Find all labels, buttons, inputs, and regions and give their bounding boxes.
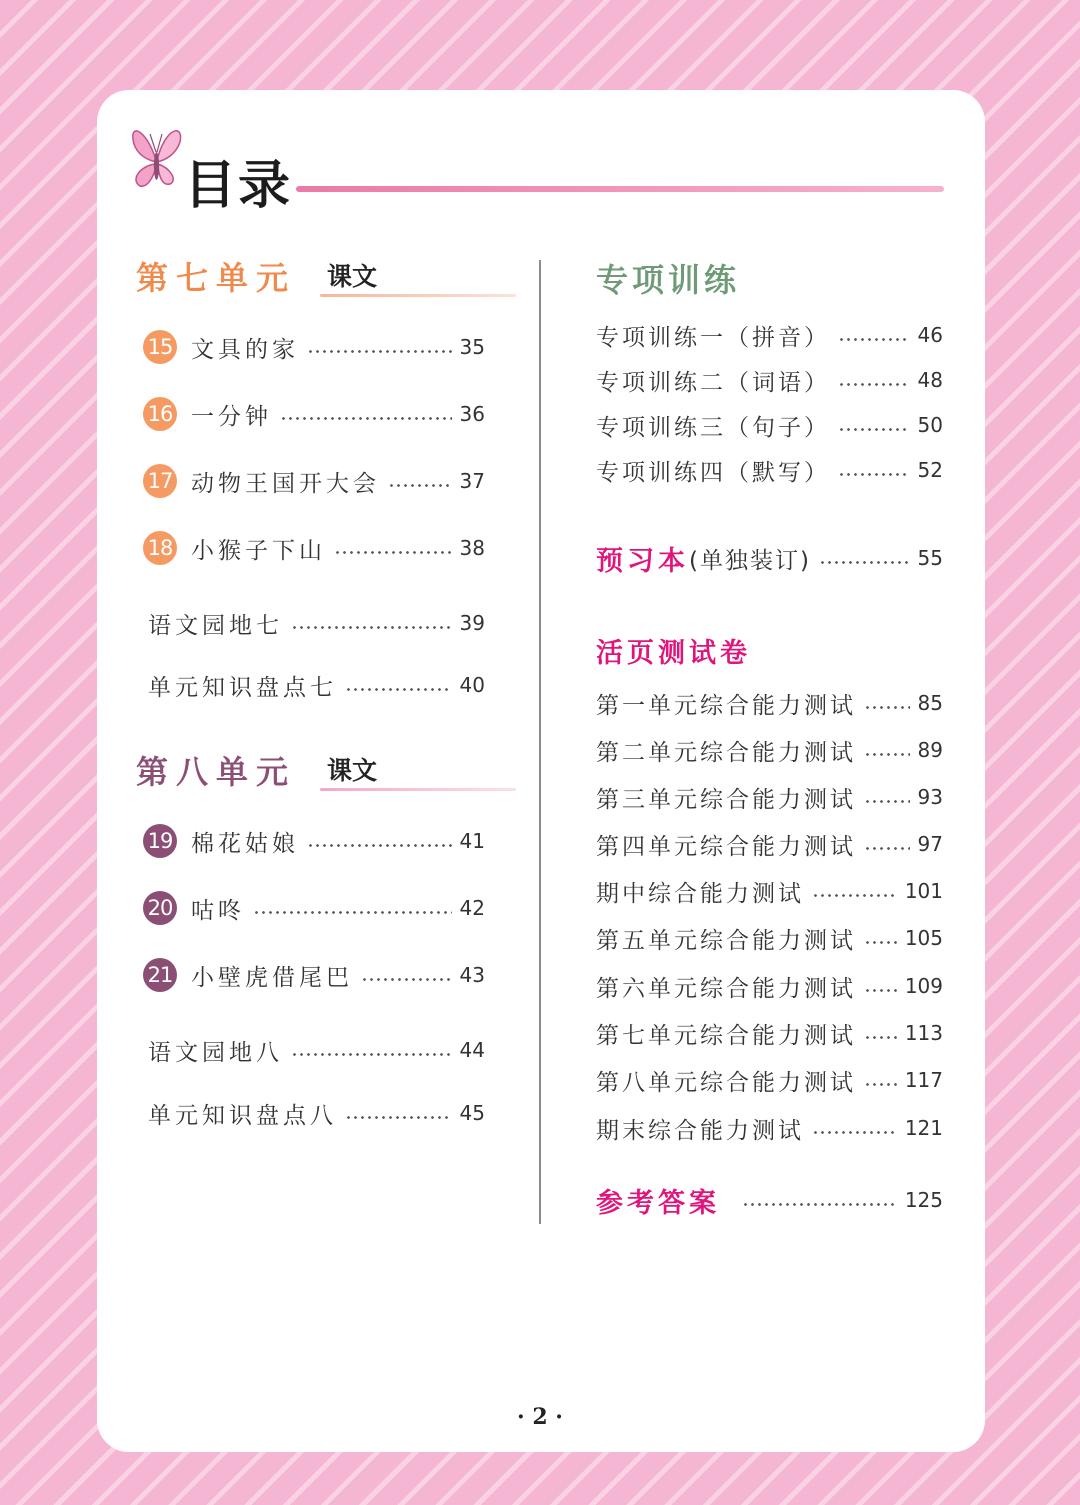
page-number: 85 (917, 691, 943, 715)
toc-entry-answers[interactable] (596, 1180, 943, 1220)
toc-entry-lesson-19[interactable] (143, 821, 485, 861)
entry-title: 第一单元综合能力测试 (596, 692, 856, 719)
toc-entry-unit8-garden[interactable] (148, 1030, 485, 1070)
dot-leader (253, 911, 452, 914)
page-number: 48 (917, 368, 943, 392)
page-number: 40 (459, 673, 485, 697)
toc-entry-lesson-16[interactable] (143, 394, 485, 434)
page-number: 41 (459, 829, 485, 853)
entry-title: 期中综合能力测试 (596, 880, 804, 907)
dot-leader (819, 561, 910, 564)
lesson-number-badge: 19 (143, 824, 177, 858)
dot-leader (361, 978, 452, 981)
entry-title: 第五单元综合能力测试 (596, 927, 856, 954)
dot-leader (334, 551, 452, 554)
dot-leader (864, 706, 910, 709)
lesson-number-badge: 15 (143, 330, 177, 364)
test-papers-title: 活页测试卷 (596, 638, 751, 669)
toc-entry-lesson-20[interactable] (143, 888, 485, 928)
dot-leader (291, 626, 452, 629)
unit7-subtitle: 课文 (327, 262, 378, 291)
dot-leader (291, 1053, 452, 1056)
page-number: 46 (917, 323, 943, 347)
lesson-number-badge: 21 (143, 958, 177, 992)
dot-leader (864, 1036, 897, 1039)
page-number: 36 (459, 402, 485, 426)
dot-leader (864, 847, 910, 850)
page-number: 37 (459, 469, 485, 493)
column-divider (539, 260, 541, 1224)
page-number: 35 (459, 335, 485, 359)
dot-leader (838, 473, 910, 476)
unit8-subtitle: 课文 (327, 756, 378, 785)
toc-entry-unit7-review[interactable] (148, 665, 485, 705)
dot-leader (864, 753, 910, 756)
toc-entry-lesson-17[interactable] (143, 461, 485, 501)
page-number: 43 (459, 963, 485, 987)
toc-entry-test-5[interactable] (596, 918, 943, 958)
toc-entry-lesson-15[interactable] (143, 327, 485, 367)
toc-entry-lesson-21[interactable] (143, 955, 485, 995)
unit7-header (136, 258, 516, 308)
toc-entry-special-1[interactable] (596, 315, 943, 355)
butterfly-icon (126, 120, 188, 198)
page-number: 89 (917, 738, 943, 762)
toc-entry-special-2[interactable] (596, 360, 943, 400)
entry-title: 棉花姑娘 (191, 830, 299, 857)
entry-title: 专项训练三（句子） (596, 414, 830, 441)
page-number: 105 (904, 926, 943, 950)
toc-entry-special-4[interactable] (596, 450, 943, 490)
entry-title: 一分钟 (191, 403, 272, 430)
entry-title: 语文园地八 (148, 1039, 283, 1066)
page-number: 42 (459, 896, 485, 920)
dot-leader (307, 844, 452, 847)
lesson-number-badge: 20 (143, 891, 177, 925)
page-number: 44 (459, 1038, 485, 1062)
entry-title: 语文园地七 (148, 612, 283, 639)
page-number: 55 (917, 546, 943, 570)
entry-title: 专项训练二（词语） (596, 369, 830, 396)
toc-entry-test-2[interactable] (596, 730, 943, 770)
dot-leader (388, 484, 452, 487)
page-number: 97 (917, 832, 943, 856)
toc-entry-test-8[interactable] (596, 1060, 943, 1100)
dot-leader (864, 941, 897, 944)
dot-leader (864, 1083, 897, 1086)
dot-leader (838, 338, 910, 341)
page-number: 113 (904, 1021, 943, 1045)
unit8-underline (320, 788, 516, 791)
toc-entry-test-7[interactable] (596, 1013, 943, 1053)
toc-entry-unit7-garden[interactable] (148, 603, 485, 643)
page-number: 93 (917, 785, 943, 809)
dot-leader (864, 989, 897, 992)
toc-entry-test-midterm[interactable] (596, 871, 943, 911)
dot-leader (742, 1203, 897, 1206)
toc-entry-preview[interactable] (596, 538, 943, 578)
entry-title: 小壁虎借尾巴 (191, 964, 353, 991)
dot-leader (838, 383, 910, 386)
dot-leader (812, 1131, 897, 1134)
unit7-underline (320, 294, 516, 297)
answers-title: 参考答案 (596, 1187, 720, 1219)
entry-title: 动物王国开大会 (191, 470, 380, 497)
page-number: 121 (904, 1116, 943, 1140)
entry-title: 第二单元综合能力测试 (596, 739, 856, 766)
special-training-title: 专项训练 (596, 261, 741, 299)
page-number: 52 (917, 458, 943, 482)
preview-title: 预习本 (596, 545, 689, 577)
page-title: 目录 (184, 156, 293, 216)
title-underline (296, 186, 944, 192)
page-number: 109 (904, 974, 943, 998)
entry-title: 单元知识盘点七 (148, 674, 337, 701)
preview-note: (单独装订) (689, 547, 811, 574)
dot-leader (838, 428, 910, 431)
page-number: 39 (459, 611, 485, 635)
lesson-number-badge: 17 (143, 464, 177, 498)
lesson-number-badge: 18 (143, 531, 177, 565)
page-number: 125 (904, 1188, 943, 1212)
entry-title: 专项训练一（拼音） (596, 324, 830, 351)
page-number: 38 (459, 536, 485, 560)
entry-title: 单元知识盘点八 (148, 1102, 337, 1129)
entry-title: 第七单元综合能力测试 (596, 1022, 856, 1049)
entry-title: 第六单元综合能力测试 (596, 975, 856, 1002)
entry-title: 第三单元综合能力测试 (596, 786, 856, 813)
toc-entry-test-1[interactable] (596, 683, 943, 723)
dot-leader (812, 894, 897, 897)
toc-entry-test-4[interactable] (596, 824, 943, 864)
dot-leader (864, 800, 910, 803)
toc-entry-unit8-review[interactable] (148, 1093, 485, 1133)
page-number: 45 (459, 1101, 485, 1125)
toc-entry-test-3[interactable] (596, 777, 943, 817)
page-number: 117 (904, 1068, 943, 1092)
lesson-number-badge: 16 (143, 397, 177, 431)
entry-title: 第八单元综合能力测试 (596, 1069, 856, 1096)
toc-entry-special-3[interactable] (596, 405, 943, 445)
unit8-title: 第八单元 (136, 753, 297, 791)
unit8-header (136, 752, 516, 802)
page-number-footer: · 2 · (517, 1404, 563, 1430)
toc-entry-test-final[interactable] (596, 1108, 943, 1148)
page-number: 50 (917, 413, 943, 437)
entry-title: 咕咚 (191, 897, 245, 924)
entry-title: 文具的家 (191, 336, 299, 363)
page-number: 101 (904, 879, 943, 903)
entry-title: 第四单元综合能力测试 (596, 833, 856, 860)
dot-leader (307, 350, 452, 353)
dot-leader (345, 688, 452, 691)
dot-leader (345, 1116, 452, 1119)
entry-title: 专项训练四（默写） (596, 459, 830, 486)
unit7-title: 第七单元 (136, 259, 297, 297)
dot-leader (280, 417, 452, 420)
entry-title: 期末综合能力测试 (596, 1117, 804, 1144)
toc-entry-test-6[interactable] (596, 966, 943, 1006)
entry-title: 小猴子下山 (191, 537, 326, 564)
toc-entry-lesson-18[interactable] (143, 528, 485, 568)
